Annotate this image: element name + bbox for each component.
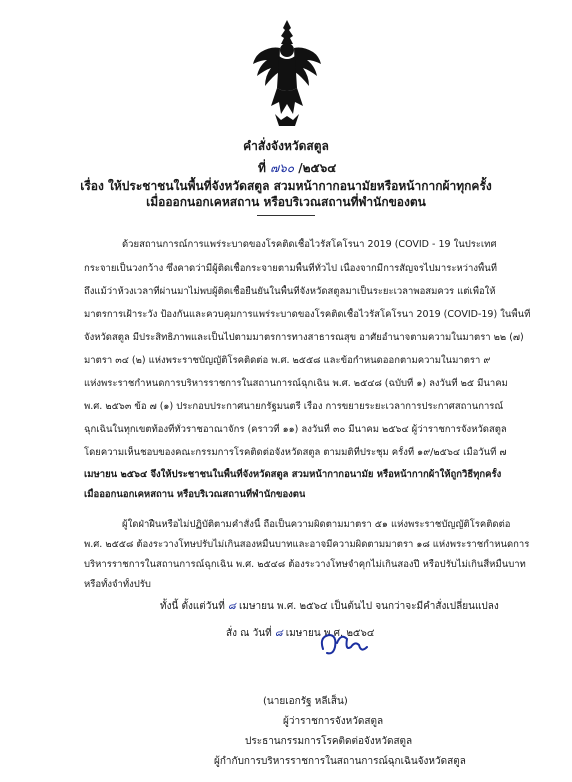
effective-prefix: ทั้งนี้ ตั้งแต่วันที่: [160, 601, 225, 612]
effective-date-line: [160, 600, 499, 614]
number-suffix: /๒๕๖๔: [298, 161, 337, 175]
header-separator: [257, 215, 315, 216]
ordered-suffix: เมษายน พ.ศ. ๒๕๖๔: [285, 628, 375, 639]
effective-suffix: เมษายน พ.ศ. ๒๕๖๔ เป็นต้นไป จนกว่าจะมีคำสั่งเปลี่ยนแปลง: [238, 601, 499, 612]
order-number: [258, 159, 336, 178]
para1-line: ฉุกเฉินในทุกเขตท้องที่ทั่วราชอาณาจักร (คราวที่ ๑๑) ลงวันที่ ๓๐ มีนาคม ๒๕๖๔ ผู้ว่าราชการจังหวัดสตูล: [84, 424, 507, 435]
ordered-prefix: สั่ง ณ วันที่: [226, 628, 272, 639]
para1-bold-line: เมษายน ๒๕๖๔ จึงให้ประชาชนในพื้นที่จังหวัดสตูล สวมหน้ากากอนามัย หรือหน้ากากผ้าให้ถูกวิธีทุกครั้ง: [84, 469, 502, 480]
para1-line: แห่งพระราชกำหนดการบริหารราชการในสถานการณ์ฉุกเฉิน พ.ศ. ๒๕๔๘ (ฉบับที่ ๑) ลงวันที่ ๒๕ มีนาคม: [84, 378, 508, 389]
signature-icon: [315, 625, 375, 667]
para1-line: กระจายเป็นวงกว้าง ซึ่งคาดว่ามีผู้ติดเชื้อกระจายตามพื้นที่ทั่วไป เนื่องจากมีการสัญจรไปมาระหว่างพื้นที่: [84, 263, 498, 274]
para2-line: หรือทั้งจำทั้งปรับ: [84, 579, 151, 590]
para1-line: จังหวัดสตูล มีประสิทธิภาพและเป็นไปตามมาตรการทางสาธารณสุข อาศัยอำนาจตามความในมาตรา ๒๒ (๗): [84, 332, 524, 343]
para2-line: บริหารราชการในสถานการณ์ฉุกเฉิน พ.ศ. ๒๕๔๘ ต้องระวางโทษจำคุกไม่เกินสองปี หรือปรับไม่เกินสี่หมื่นบาท: [84, 559, 526, 570]
effective-day: ๘: [228, 601, 236, 612]
signer-position-2: ประธานกรรมการโรคติดต่อจังหวัดสตูล: [245, 736, 413, 747]
para1-line: ด้วยสถานการณ์การแพร่ระบาดของโรคติดเชื้อไวรัสโคโรนา 2019 (COVID - 19 ในประเทศ: [122, 239, 497, 250]
para1-line: พ.ศ. ๒๕๖๓ ข้อ ๗ (๑) ประกอบประกาศนายกรัฐมนตรี เรื่อง การขยายระยะเวลาการประกาศสถานการณ์: [84, 401, 504, 412]
para1-line: มาตรา ๓๔ (๒) แห่งพระราชบัญญัติโรคติดต่อ พ.ศ. ๒๕๕๘ และข้อกำหนดออกตามความในมาตรา ๙: [84, 355, 491, 366]
signer-name: (นายเอกรัฐ หลีเส็น): [263, 696, 348, 707]
para1-line: โดยความเห็นชอบของคณะกรรมการโรคติดต่อจังหวัดสตูล ตามมติที่ประชุม ครั้งที่ ๑๙/๒๕๖๔ เมื่อวันที่ ๗: [84, 447, 507, 458]
ordered-day: ๘: [274, 628, 283, 639]
document-title: คำสั่งจังหวัดสตูล: [243, 139, 329, 153]
para1-line: มาตรการเฝ้าระวัง ป้องกันและควบคุมการแพร่ระบาดของโรคติดเชื้อไวรัสโคโรนา 2019 (COVID-19) ในพื้นที่: [84, 309, 531, 320]
subject-line-2: เมื่อออกนอกเคหสถาน หรือบริเวณสถานที่พำนักของตน: [146, 195, 426, 209]
number-prefix: ที่: [258, 161, 266, 175]
para1-bold-line: เมื่อออกนอกเคหสถาน หรือบริเวณสถานที่พำนักของตน: [84, 489, 306, 500]
signer-position-3: ผู้กำกับการบริหารราชการในสถานการณ์ฉุกเฉินจังหวัดสตูล: [214, 756, 466, 767]
para1-line: ถึงแม้ว่าห้วงเวลาที่ผ่านมาไม่พบผู้ติดเชื้อยืนยันในพื้นที่จังหวัดสตูลมาเป็นระยะเวลาพอสมควร แต่เพื่อให้: [84, 286, 496, 297]
para2-line: ผู้ใดฝ่าฝืนหรือไม่ปฏิบัติตามคำสั่งนี้ ถือเป็นความผิดตามมาตรา ๕๑ แห่งพระราชบัญญัติโรคติดต่อ: [122, 519, 511, 530]
number-handwritten: ๗๖๐: [270, 161, 295, 175]
garuda-emblem-icon: [251, 18, 323, 130]
para2-line: พ.ศ. ๒๕๕๘ ต้องระวางโทษปรับไม่เกินสองหมื่นบาทและอาจมีความผิดตามมาตรา ๑๘ แห่งพระราชกำหนดการ: [84, 539, 530, 550]
subject-line-1: เรื่อง ให้ประชาชนในพื้นที่จังหวัดสตูล สวมหน้ากากอนามัยหรือหน้ากากผ้าทุกครั้ง: [80, 179, 492, 193]
signer-position-1: ผู้ว่าราชการจังหวัดสตูล: [283, 716, 384, 727]
